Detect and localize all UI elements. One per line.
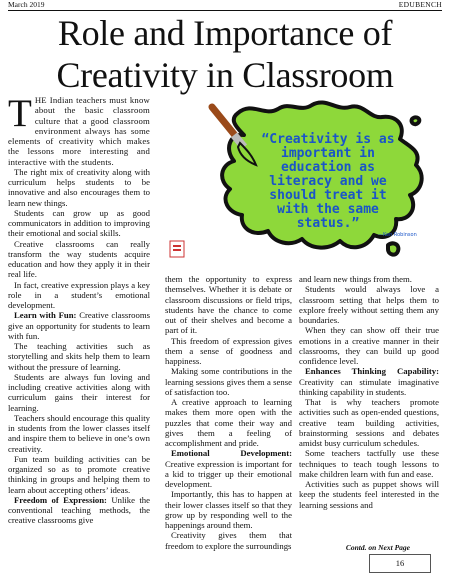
drop-cap: T [8,92,32,135]
publication-name: EDUBENCH [398,0,442,9]
page-header [8,0,442,9]
paragraph: Activities such as puppet shows will keep the students feel interested in the learning sessions and [299,479,439,510]
subheading: Learn with Fun: [14,310,77,321]
quote-line: should treat it [269,188,387,203]
quote-line: education as [281,160,375,175]
article-title-line-1: Role and Importance of [57,13,393,53]
subheading: Emotional Development: [171,448,292,459]
quote-line: status.” [296,216,360,231]
paragraph-enhances-thinking: Enhances Thinking Capability: Creativity can stimulate imaginative thinking capability in students. [299,366,439,397]
quote-line: literacy and we [269,174,387,189]
paragraph: them the opportunity to express themselves. Whether it is debate or classroom discussions or field trips, students have the chance to come out of their shelves and become a part of it. [165,274,292,336]
quote-line: important in [281,146,375,161]
continued-note: Contd. on Next Page [345,543,410,552]
paragraph-emotional-development: Emotional Development: Creative expression is important for a kid to trigger up their emotional development. [165,448,292,489]
page-number: 16 [369,554,431,573]
article-title-line-2: Creativity in Classroom [56,55,394,95]
paragraph: The right mix of creativity along with curriculum helps students to be innovative and also encourages them to learn new things. [8,166,150,208]
paragraph: A creative approach to learning makes them more open with the puzzles that come their way and gives them a feeling of accomplishment and pride. [165,397,292,448]
lead-paragraph [8,92,150,167]
teaching-logo [170,241,184,257]
quote-illustration [160,95,440,267]
paragraph: Students would always love a classroom setting that helps them to explore freely without setting them any boundaries. [299,284,439,325]
paragraph: and learn new things from them. [299,274,412,284]
paragraph-learn-with-fun: Learn with Fun: Creative classrooms give an opportunity for students to learn with fun. [8,310,150,341]
paragraph: Fun team building activities can be organized so as to promote creative thinking in groups and helping them to learn about accepting others’ ideas. [8,453,150,495]
quote-line: “Creativity is as [261,132,395,147]
paragraph: Making some contributions in the learning sessions gives them a sense of satisfaction too. [165,366,292,397]
quote-text [261,132,394,231]
quote-line: with the same [277,202,379,217]
paragraph: Creative classrooms can really transform the way students acquire education and how they apply it in their real life. [8,238,150,280]
paragraph: Students are always fun loving and including creative activities along with curriculum gains their interest for learning. [8,371,150,413]
article-column-1 [8,92,150,526]
paragraph: The teaching activities such as storytelling and skits help them to learn without the pressure of learning. [8,341,150,372]
paragraph: Students can grow up as good communicators in addition to improving their emotional and social skills. [8,207,150,239]
article-column-2 [165,274,292,551]
paragraph: Some teachers tactfully use these techniques to teach tough lessons to make children learn with fun and ease. [299,448,439,479]
paint-splat-graphic [160,95,440,267]
issue-date: March 2019 [8,0,45,9]
subheading: Freedom of Expression: [14,494,107,505]
quote-author: —Ken Robinson [378,232,417,238]
paragraph-freedom-of-expression: Freedom of Expression: Unlike the conventional teaching methods, the creative classrooms give [8,494,150,526]
subheading: Enhances Thinking Capability: [305,366,439,377]
paragraph: That is why teachers promote activities such as open-ended questions, creative team building activities, brainstorming sessions and debates amidst busy curriculum schedules. [299,397,439,448]
paragraph: This freedom of expression gives them a sense of goodness and happiness. [165,335,292,366]
paragraph: Teachers should encourage this quality in students from the lower classes itself and inspire them to believe in one’s own creativity. [8,412,150,454]
header-rule [8,10,442,11]
article-column-3 [299,274,439,510]
paragraph: In fact, creative expression plays a key role in a student’s emotional development. [8,279,150,310]
paragraph: Importantly, this has to happen at their lower classes itself so that they grow up by responding well to the happenings around them. [165,489,292,530]
lead-text: HE Indian teachers must know about the basic classroom culture that a good classroom environment always has some elements of creativity which makes the lessons more interesting and interactive with the students. [8,95,150,167]
paragraph: When they can show off their true emotions in a creative manner in their classrooms, they can build up good confidence level. [299,325,439,366]
paragraph: Creativity gives them that freedom to explore the surroundings [165,530,292,551]
